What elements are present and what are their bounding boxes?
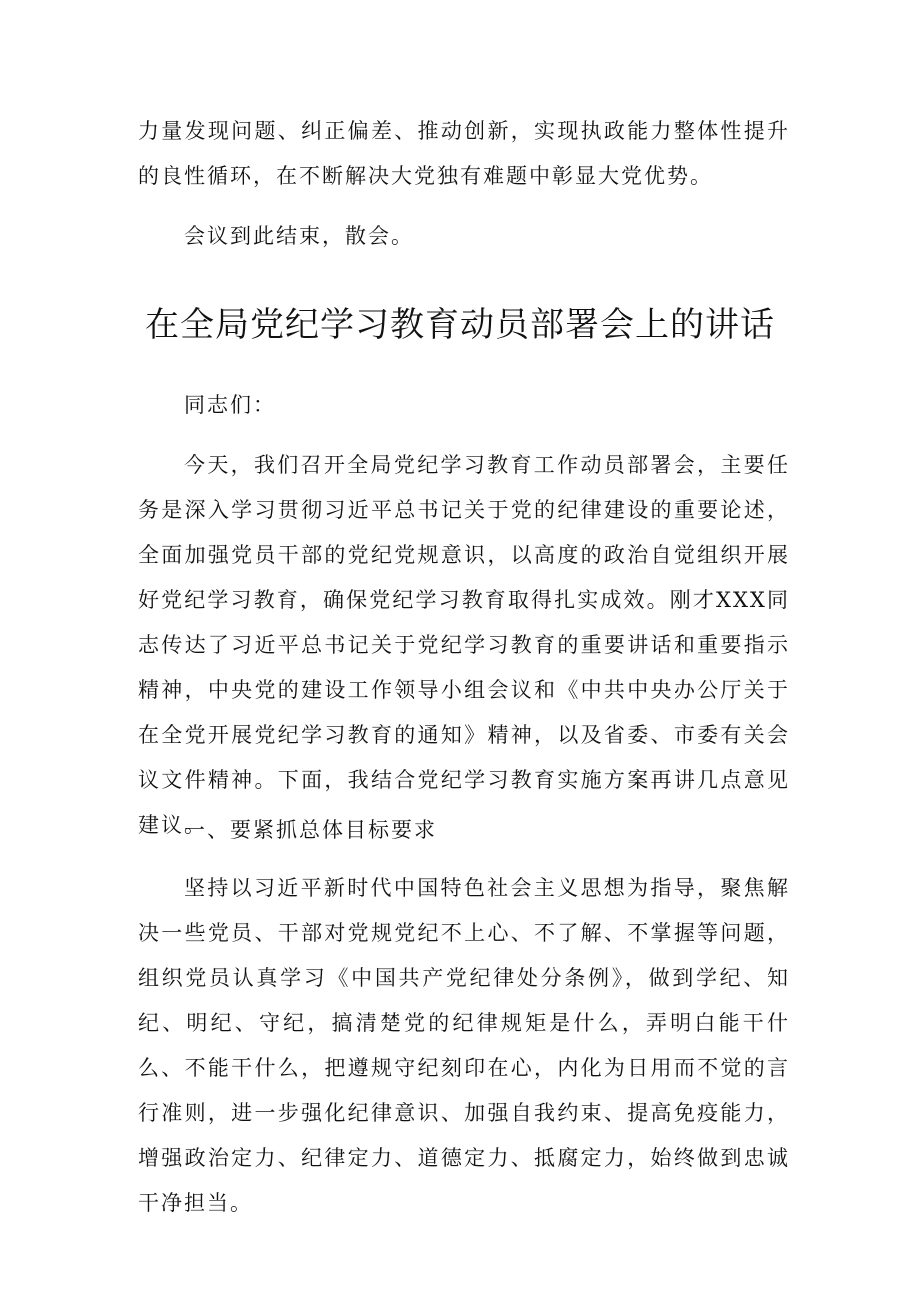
section-heading: 一、要紧抓总体目标要求 xyxy=(184,818,437,842)
speech-title: 在全局党纪学习教育动员部署会上的讲话 xyxy=(145,305,775,345)
continuation-paragraph: 力量发现问题、纠正偏差、推动创新，实现执政能力整体性提升的良性循环，在不断解决大党独有难题中彰显大党优势。 xyxy=(138,119,790,188)
closing-paragraph: 会议到此结束，散会。 xyxy=(184,224,414,248)
section-paragraph: 坚持以习近平新时代中国特色社会主义思想为指导，聚焦解决一些党员、干部对党规党纪不上心、不了解、不掌握等问题，组织党员认真学习《中国共产党纪律处分条例》，做到学纪、知纪、明纪、守纪，搞清楚党的纪律规矩是什么，弄明白能干什么、不能干什么，把遵规守纪刻印在心，内化为日用而不觉的言行准则，进一步强化纪律意识、加强自我约束、提高免疫能力，增强政治定力、纪律定力、道德定力、抵腐定力，始终做到忠诚干净担当。 xyxy=(138,876,790,1215)
salutation: 同志们： xyxy=(184,393,276,417)
intro-paragraph: 今天，我们召开全局党纪学习教育工作动员部署会，主要任务是深入学习贯彻习近平总书记关于党的纪律建设的重要论述，全面加强党员干部的党纪党规意识，以高度的政治自觉组织开展好党纪学习教育，确保党纪学习教育取得扎实成效。刚才XXX同志传达了习近平总书记关于党纪学习教育的重要讲话和重要指示精神，中央党的建设工作领导小组会议和《中共中央办公厅关于在全党开展党纪学习教育的通知》精神，以及省委、市委有关会议文件精神。下面，我结合党纪学习教育实施方案再讲几点意见建议。 xyxy=(138,453,790,837)
